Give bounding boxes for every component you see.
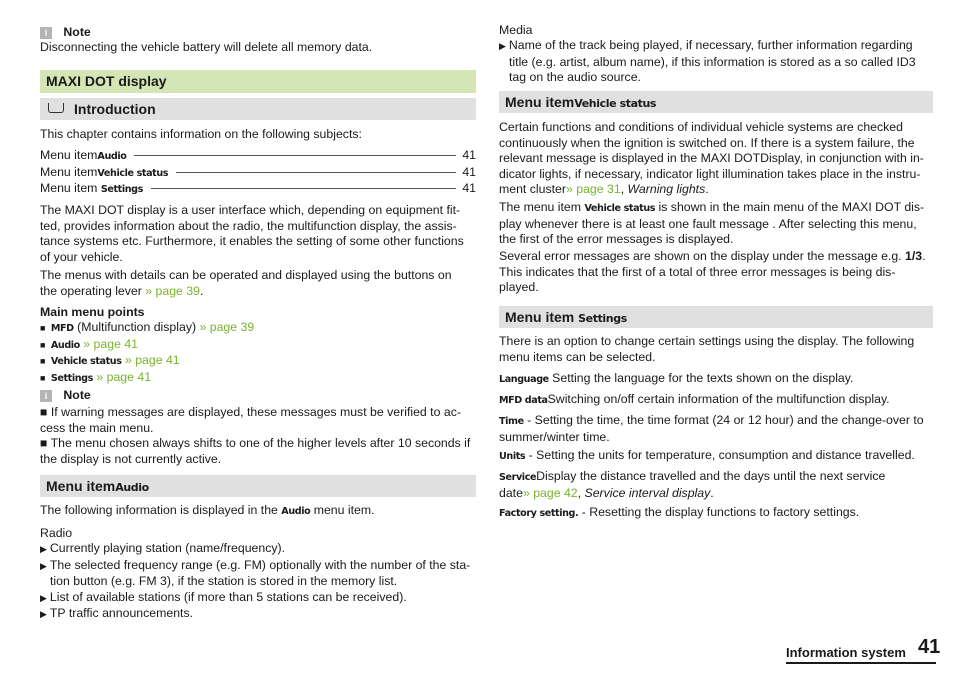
toc-prefix: Menu item bbox=[40, 165, 98, 179]
list-item bbox=[40, 606, 476, 623]
menu-label: Audio bbox=[281, 506, 311, 517]
text-line: the display is not currently active. bbox=[40, 451, 222, 466]
page-number: 41 bbox=[918, 636, 941, 658]
toc-row-audio[interactable] bbox=[40, 148, 476, 163]
list-item bbox=[40, 353, 254, 370]
arrow-bullet: ▶ bbox=[40, 592, 47, 603]
list-item bbox=[40, 558, 476, 575]
note-block-2 bbox=[40, 388, 91, 404]
setting-label: Time bbox=[499, 416, 524, 427]
page-link[interactable]: » page 39 bbox=[145, 283, 200, 298]
menu-label: Vehicle status bbox=[584, 203, 656, 214]
info-icon: i bbox=[40, 27, 52, 39]
text-line: continuously when the ignition is switched on. If there is a system failure, the bbox=[499, 135, 915, 150]
arrow-bullet: ▶ bbox=[40, 609, 47, 620]
text-span: Currently playing station (name/frequency). bbox=[49, 541, 286, 555]
bold-value: 1/3 bbox=[905, 249, 923, 263]
heading-prefix: Menu item bbox=[46, 478, 116, 494]
list-item-continued: tion button (e.g. FM 3), if the station is stored in the memory list. bbox=[50, 574, 398, 589]
text-line: The MAXI DOT display is a user interface which, depending on equipment fit- bbox=[40, 203, 461, 217]
text-line: date» page 42, Service interval display. bbox=[499, 485, 714, 500]
toc-prefix: Menu item bbox=[40, 148, 98, 162]
toc-label: Audio bbox=[97, 151, 127, 162]
arrow-bullet: ▶ bbox=[40, 560, 47, 571]
text-span: Switching on/off certain information of the multifunction display. bbox=[547, 392, 890, 406]
heading-prefix: Menu item bbox=[505, 309, 579, 325]
section-heading-audio bbox=[40, 475, 476, 497]
text-span: is shown in the main menu of the MAXI DOT dis- bbox=[655, 200, 925, 214]
text-line: dicator lights, if necessary, indicator light illumination takes place in the instru- bbox=[499, 166, 921, 181]
vehicle-status-para-3 bbox=[499, 249, 933, 296]
text-span: The menu item bbox=[499, 200, 585, 214]
setting-factory bbox=[499, 505, 859, 522]
intro-lead: This chapter contains information on the following subjects: bbox=[40, 127, 362, 141]
page-link[interactable]: » page 41 bbox=[124, 353, 180, 368]
radio-title: Radio bbox=[40, 526, 73, 540]
toc-page: 41 bbox=[462, 165, 476, 179]
text-line: of your vehicle. bbox=[40, 249, 123, 264]
toc-page: 41 bbox=[462, 181, 476, 195]
audio-intro bbox=[40, 503, 375, 520]
media-title: Media bbox=[499, 23, 533, 37]
heading-label: Vehicle status bbox=[574, 97, 657, 110]
setting-label: Factory setting. bbox=[499, 508, 579, 519]
menu-label: Settings bbox=[50, 372, 93, 384]
italic-ref: Service interval display bbox=[584, 485, 711, 500]
text-line: ment cluster» page 31, Warning lights. bbox=[499, 182, 709, 197]
menu-label: MFD bbox=[50, 323, 74, 334]
list-item bbox=[40, 320, 254, 337]
text-line bbox=[499, 469, 933, 486]
list-item bbox=[40, 370, 254, 387]
note-2-text bbox=[40, 405, 476, 467]
list-item-continued: tag on the audio source. bbox=[509, 70, 641, 85]
text-line: the first of the error messages is displayed. bbox=[499, 232, 734, 247]
main-menu-points-list bbox=[40, 320, 254, 386]
page-link[interactable]: » page 41 bbox=[83, 336, 139, 351]
note-title: Note bbox=[63, 388, 91, 402]
text-line: menu items can be selected. bbox=[499, 349, 656, 364]
setting-label: MFD data bbox=[499, 395, 548, 406]
text-span: List of available stations (if more than 5 stations can be received). bbox=[49, 589, 407, 604]
setting-language bbox=[499, 371, 853, 388]
heading-label: Audio bbox=[115, 481, 149, 494]
text-span: Setting the language for the texts shown on the display. bbox=[548, 371, 854, 385]
text-line bbox=[499, 200, 933, 217]
section-heading-maxi-dot: MAXI DOT display bbox=[40, 70, 476, 93]
arrow-bullet: ▶ bbox=[499, 41, 506, 51]
note-block bbox=[40, 25, 91, 41]
note-text: Disconnecting the vehicle battery will delete all memory data. bbox=[40, 40, 373, 54]
text-span: Display the distance travelled and the days until the next service bbox=[536, 469, 886, 483]
text-line: The menus with details can be operated and displayed using the buttons on bbox=[40, 268, 452, 282]
page-link[interactable]: » page 31 bbox=[565, 182, 621, 197]
text-line: This indicates that the first of a total of three error messages is being dis- bbox=[499, 264, 896, 279]
text-line bbox=[40, 284, 476, 300]
text-line: tance systems etc. Furthermore, it enables the setting of some other functions bbox=[40, 234, 464, 249]
text-line bbox=[499, 413, 933, 430]
page-link[interactable]: » page 41 bbox=[96, 369, 152, 384]
text-span: ment cluster bbox=[499, 182, 566, 197]
settings-intro bbox=[499, 334, 933, 365]
square-bullet: ■ bbox=[40, 339, 46, 350]
text-span: TP traffic announcements. bbox=[49, 606, 194, 621]
text-line: relevant message is displayed in the MAXI DOTDisplay, in conjunction with in- bbox=[499, 151, 924, 166]
list-item-continued: title (e.g. artist, album name), if this information is stored as a so called ID3 bbox=[509, 54, 916, 69]
list-item bbox=[499, 38, 933, 55]
text-line: cess the main menu. bbox=[40, 420, 154, 435]
page-link[interactable]: » page 42 bbox=[522, 485, 578, 500]
heading-prefix: Menu item bbox=[505, 94, 575, 110]
toc-prefix: Menu item bbox=[40, 181, 101, 195]
square-bullet: ■ bbox=[40, 356, 46, 367]
note-title: Note bbox=[63, 25, 91, 39]
page-link[interactable]: » page 39 bbox=[199, 320, 255, 334]
toc-row-vehicle-status[interactable] bbox=[40, 165, 476, 180]
toc-leader bbox=[134, 155, 456, 156]
text-span: Several error messages are shown on the display under the message e.g. bbox=[499, 249, 906, 263]
text-line: summer/winter time. bbox=[499, 429, 610, 444]
square-bullet: ■ bbox=[40, 372, 46, 383]
text-span: The following information is displayed in the bbox=[40, 503, 282, 517]
vehicle-status-para-2 bbox=[499, 200, 933, 248]
arrow-bullet: ▶ bbox=[40, 544, 47, 554]
setting-time bbox=[499, 413, 933, 445]
media-list bbox=[499, 38, 933, 86]
setting-label: Language bbox=[499, 374, 549, 385]
introduction-title: Introduction bbox=[74, 101, 156, 117]
footer-section-title: Information system bbox=[786, 645, 906, 660]
menu-label: Vehicle status bbox=[50, 356, 122, 368]
text-line: played. bbox=[499, 280, 539, 295]
text-span: . bbox=[200, 283, 204, 298]
heading-label: Settings bbox=[578, 312, 627, 325]
vehicle-status-para-1 bbox=[499, 120, 933, 198]
text-span: Name of the track being played, if necessary, further information regarding bbox=[508, 38, 913, 52]
info-icon: i bbox=[40, 390, 52, 402]
list-item bbox=[40, 590, 476, 607]
menus-operation-text bbox=[40, 268, 476, 299]
setting-units bbox=[499, 448, 915, 465]
toc-label: Vehicle status bbox=[97, 168, 169, 179]
toc-row-settings[interactable] bbox=[40, 181, 476, 196]
italic-ref: Warning lights bbox=[627, 182, 706, 197]
text-line: There is an option to change certain settings using the display. The following bbox=[499, 334, 915, 348]
section-heading-settings bbox=[499, 306, 933, 328]
setting-label: Service bbox=[499, 472, 537, 483]
section-heading-introduction bbox=[40, 98, 476, 120]
text-line: ■ If warning messages are displayed, these messages must be verified to ac- bbox=[40, 405, 461, 419]
text-span: - Setting the time, the time format (24 or 12 hour) and the change-over to bbox=[523, 413, 924, 427]
text-span: (Multifunction display) bbox=[73, 320, 200, 334]
main-menu-points-title: Main menu points bbox=[40, 305, 145, 319]
text-span: - Setting the units for temperature, consumption and distance travelled. bbox=[525, 448, 915, 462]
toc-leader bbox=[176, 172, 456, 173]
setting-mfd-data bbox=[499, 392, 890, 409]
toc-leader bbox=[151, 188, 456, 189]
section-heading-vehicle-status bbox=[499, 91, 933, 113]
text-line: play whenever there is at least one fault message . After selecting this menu, bbox=[499, 216, 917, 231]
square-bullet: ■ bbox=[40, 323, 46, 333]
setting-label: Units bbox=[499, 451, 526, 462]
radio-list bbox=[40, 541, 476, 623]
book-icon bbox=[48, 103, 64, 113]
text-line: Certain functions and conditions of individual vehicle systems are checked bbox=[499, 120, 903, 134]
text-line: ted, provides information about the radio, the multifunction display, the assis- bbox=[40, 218, 457, 233]
list-item bbox=[40, 541, 476, 558]
setting-service bbox=[499, 469, 933, 501]
text-line: Several error messages are shown on the display under the message e.g. 1/3. bbox=[499, 249, 926, 263]
text-span: The selected frequency range (e.g. FM) optionally with the number of the sta- bbox=[49, 557, 471, 572]
text-span: date bbox=[499, 485, 523, 500]
maxi-dot-description bbox=[40, 203, 476, 265]
toc-page: 41 bbox=[462, 148, 476, 162]
footer-rule bbox=[786, 662, 936, 664]
list-item bbox=[40, 337, 254, 354]
text-line: ■ The menu chosen always shifts to one of the higher levels after 10 seconds if bbox=[40, 436, 471, 451]
text-span: - Resetting the display functions to factory settings. bbox=[578, 505, 860, 519]
text-span: menu item. bbox=[310, 503, 375, 517]
text-span: the operating lever bbox=[40, 283, 146, 298]
toc-label: Settings bbox=[100, 184, 143, 195]
menu-label: Audio bbox=[50, 339, 80, 351]
